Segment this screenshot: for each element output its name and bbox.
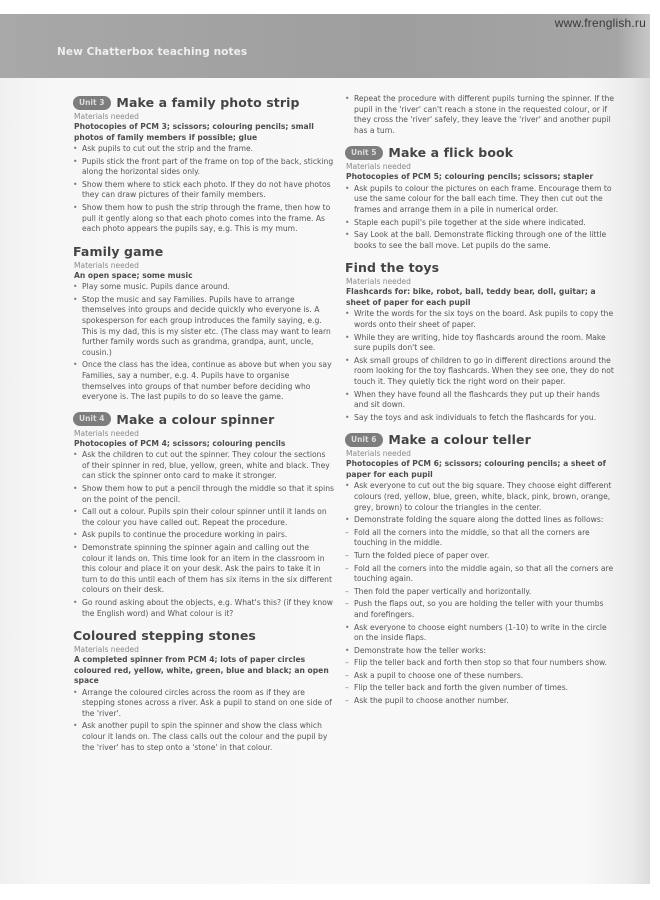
sub-step-item [345, 564, 615, 585]
item-text: Staple each pupil's pile together at the side where indicated. [354, 217, 586, 227]
section-title: Make a family photo strip [116, 95, 300, 110]
unit-badge: Unit 6 [345, 433, 383, 447]
bullet-icon: • [73, 484, 78, 494]
section-title: Make a colour teller [388, 432, 531, 448]
materials-list: Photocopies of PCM 5; colouring pencils; scissors; stapler [346, 172, 594, 182]
bullet-item [345, 515, 615, 526]
materials-list: An open space; some music [74, 270, 193, 280]
watermark: www.frenglish.ru [554, 16, 646, 30]
materials-list: A completed spinner from PCM 4; lots of paper circles coloured red, yellow, white, green, blue and black; an open space [74, 655, 329, 686]
item-text: Show them how to push the strip through the frame, then how to pull it gently along so that each photo comes into the frame. As each photo appears the pupils say, e.g. This is my mum. [82, 202, 331, 234]
section-coloured-stepping-stones [73, 628, 335, 753]
bullet-icon: • [73, 721, 78, 731]
bullet-item [345, 184, 615, 216]
bullet-item [73, 282, 335, 293]
bullet-icon: • [345, 412, 350, 422]
item-text: Flip the teller back and forth then stop so that four numbers show. [354, 658, 607, 668]
materials-label: Materials needed [74, 112, 139, 121]
item-text: Flip the teller back and forth the given number of times. [354, 683, 569, 693]
dash-icon: – [345, 527, 349, 537]
item-text: Demonstrate how the teller works: [354, 645, 487, 655]
section-title: Coloured stepping stones [73, 628, 256, 644]
section-title: Find the toys [345, 260, 440, 276]
bullet-item [73, 507, 335, 528]
section-heading [345, 260, 615, 275]
bullet-item [345, 390, 615, 411]
bullet-icon: • [345, 230, 350, 240]
bullet-item [345, 623, 615, 644]
materials-list: Photocopies of PCM 6; scissors; colouring pencils; a sheet of paper for each pupil [346, 459, 606, 479]
item-text: Demonstrate folding the square along the dotted lines as follows: [354, 515, 604, 525]
materials-label: Materials needed [346, 277, 411, 287]
bullet-icon: • [73, 450, 78, 460]
dash-icon: – [345, 599, 349, 609]
item-text: Ask pupils to cut out the strip and the frame. [82, 144, 254, 153]
item-text: Ask small groups of children to go in different directions around the room looking for the toy flashcards. When they see one, they do not touch it. They quietly tick the right word on their paper. [354, 355, 614, 386]
dash-icon: – [345, 563, 349, 573]
instruction-list [345, 94, 615, 136]
section-heading [73, 244, 335, 259]
section-continued [345, 94, 615, 136]
bullet-icon: • [345, 645, 350, 655]
instruction-list [345, 309, 615, 423]
item-text: Ask a pupil to choose one of these numbers. [354, 670, 524, 680]
item-text: Write the words for the six toys on the board. Ask pupils to copy the words onto their sheet of paper. [354, 309, 614, 330]
item-text: Arrange the coloured circles across the room as if they are stepping stones across a river. Ask a pupil to stand on one side of the 'river'. [82, 687, 332, 718]
item-text: Show them how to put a pencil through the middle so that it spins on the point of the pencil. [82, 484, 334, 504]
item-text: Play some music. Pupils dance around. [82, 282, 230, 292]
bullet-icon: • [345, 217, 350, 227]
bullet-item [73, 295, 335, 359]
bullet-icon: • [73, 202, 78, 212]
unit-badge: Unit 5 [345, 146, 383, 160]
dash-icon: – [345, 696, 349, 706]
bullet-item [73, 721, 335, 753]
bullet-item [345, 481, 615, 513]
bullet-icon: • [73, 179, 78, 189]
item-text: Go round asking about the objects, e.g. What's this? (if they know the English word) and What colour is it? [82, 598, 333, 618]
bullet-icon: • [345, 355, 350, 365]
item-text: Pupils stick the front part of the frame on top of the back, sticking along the horizontal sides only. [82, 156, 334, 177]
bullet-icon: • [73, 687, 78, 697]
bullet-icon: • [345, 309, 350, 319]
bullet-icon: • [345, 622, 350, 632]
instruction-list [345, 184, 615, 252]
section-heading [345, 145, 615, 160]
instruction-list [345, 481, 615, 706]
item-text: Turn the folded piece of paper over. [354, 550, 490, 560]
bullet-item [345, 333, 615, 354]
section-title: Family game [73, 243, 164, 259]
sub-step-item [345, 683, 615, 694]
bullet-icon: • [345, 94, 350, 103]
item-text: Repeat the procedure with different pupils turning the spinner. If the pupil in the 'river' can't reach a stone in the requested colour, or if they cross the 'river' safely, they leave the 'river' and another pupil has a turn. [354, 94, 615, 135]
materials-label: Materials needed [346, 449, 411, 459]
page-header-title: New Chatterbox teaching notes [57, 46, 248, 58]
item-text: When they have found all the flashcards they put up their hands and sit down. [354, 389, 600, 410]
item-text: Ask pupils to colour the pictures on each frame. Encourage them to use the same colour for the ball each time. They then cut out the frames and arrange them in a pile in numerical order. [354, 183, 612, 215]
section-find-the-toys [345, 260, 615, 423]
bullet-item [73, 360, 335, 402]
dash-icon: – [345, 550, 349, 560]
section-heading [73, 95, 335, 110]
bullet-icon: • [73, 144, 78, 153]
item-text: Once the class has the idea, continue as above but when you say Families, say a number, e.g. 4. Pupils have to organise themselves into groups of that number before deciding who everyone is. The last pupils to do so leave the game. [82, 360, 332, 402]
materials-list: Flashcards for: bike, robot, ball, teddy bear, doll, guitar; a sheet of paper for each pupil [346, 287, 596, 307]
section-heading [73, 412, 335, 427]
bullet-item [345, 356, 615, 388]
bullet-icon: • [73, 282, 78, 292]
bullet-item [345, 646, 615, 657]
bullet-item [345, 309, 615, 330]
unit-badge: Unit 3 [73, 96, 111, 110]
bullet-item [73, 180, 335, 201]
bullet-item [345, 94, 615, 136]
bullet-icon: • [345, 481, 350, 491]
bullet-icon: • [345, 332, 350, 342]
instruction-list [73, 282, 335, 403]
dash-icon: – [345, 658, 349, 668]
bullet-icon: • [73, 360, 78, 370]
bullet-item [73, 598, 335, 619]
item-text: Ask the children to cut out the spinner. They colour the sections of their spinner in red, blue, yellow, green, white and black. They can stick the spinner onto card to make it stronger. [82, 450, 330, 481]
item-text: Ask everyone to choose eight numbers (1-10) to write in the circle on the inside flaps. [354, 622, 607, 643]
sub-step-item [345, 551, 615, 562]
sub-step-item [345, 658, 615, 669]
sub-step-item [345, 528, 615, 549]
item-text: Show them where to stick each photo. If they do not have photos they can draw pictures of their family members. [82, 179, 331, 200]
unit-badge: Unit 4 [73, 412, 111, 426]
left-column [73, 95, 335, 762]
item-text: Fold all the corners into the middle, so that all the corners are touching in the middle. [354, 527, 590, 548]
bullet-item [345, 413, 615, 424]
bullet-item [73, 450, 335, 482]
item-text: Say the toys and ask individuals to fetch the flashcards for you. [354, 412, 597, 422]
materials-label: Materials needed [74, 260, 139, 270]
section-make-a-flick-book [345, 145, 615, 251]
bullet-item [73, 144, 335, 155]
item-text: Call out a colour. Pupils spin their colour spinner until it lands on the colour you have called out. Repeat the procedure. [82, 507, 327, 527]
section-family-game [73, 244, 335, 403]
section-heading [73, 628, 335, 643]
section-title: Make a colour spinner [116, 411, 275, 427]
section-make-a-colour-teller [345, 432, 615, 706]
item-text: While they are writing, hide toy flashcards around the room. Make sure pupils don't see. [354, 332, 606, 353]
section-make-a-colour-spinner [73, 412, 335, 619]
bullet-item [73, 484, 335, 505]
bullet-icon: • [345, 183, 350, 193]
materials-list: Photocopies of PCM 4; scissors; colouring pencils [74, 438, 286, 448]
sub-step-item [345, 696, 615, 707]
item-text: Stop the music and say Families. Pupils have to arrange themselves into groups and decide quickly who everyone is. A spokesperson for each group introduces the family saying, e.g. This is my dad, this is my sister etc. (The class may want to learn further family words such as grandma, grandpa, aunt, uncle, cousin.) [82, 294, 331, 357]
sub-step-item [345, 671, 615, 682]
instruction-list [73, 688, 335, 754]
bullet-item [73, 157, 335, 178]
bullet-icon: • [345, 389, 350, 399]
bullet-icon: • [73, 530, 78, 540]
bullet-icon: • [73, 598, 78, 607]
sub-step-item [345, 599, 615, 620]
bullet-item [73, 203, 335, 235]
item-text: Push the flaps out, so you are holding the teller with your thumbs and forefingers. [354, 599, 604, 619]
section-title: Make a flick book [388, 145, 514, 161]
bullet-icon: • [73, 507, 78, 517]
bullet-item [345, 230, 615, 251]
section-heading [345, 432, 615, 447]
item-text: Ask the pupil to choose another number. [354, 696, 509, 706]
item-text: Ask everyone to cut out the big square. They choose eight different colours (red, yellow, blue, green, white, black, pink, brown, orange, grey, brown) to colour the triangles in the center. [354, 481, 612, 512]
item-text: Ask pupils to continue the procedure working in pairs. [82, 530, 288, 540]
bullet-icon: • [73, 156, 78, 166]
bullet-item [73, 688, 335, 720]
instruction-list [73, 144, 335, 235]
item-text: Fold all the corners into the middle again, so that all the corners are touching again. [354, 563, 614, 584]
item-text: Demonstrate spinning the spinner again and calling out the colour it lands on. This time look for an item in the classroom in this colour and place it on your desk. Ask the pairs to take it in turn to do this until each of them has six items in the six different colours on their desk. [82, 543, 332, 595]
right-column [345, 94, 615, 716]
item-text: Then fold the paper vertically and horizontally. [354, 586, 532, 596]
dash-icon: – [345, 586, 349, 596]
materials-list: Photocopies of PCM 3; scissors; colouring pencils; small photos of family members if possible; glue [74, 122, 314, 142]
item-text: Say Look at the ball. Demonstrate flicking through one of the little books to see the ball move. Let pupils do the same. [354, 230, 607, 250]
bullet-icon: • [73, 294, 78, 304]
materials-label: Materials needed [74, 645, 139, 655]
section-make-a-family-photo-strip [73, 95, 335, 235]
bullet-icon: • [345, 515, 350, 525]
bullet-item [73, 530, 335, 541]
dash-icon: – [345, 683, 349, 693]
item-text: Ask another pupil to spin the spinner and show the class which colour it lands on. The class calls out the colour and the pupil by the 'river' has to step onto a 'stone' in that colour. [82, 721, 328, 752]
bullet-item [73, 543, 335, 596]
dash-icon: – [345, 670, 349, 680]
instruction-list [73, 450, 335, 619]
materials-label: Materials needed [74, 428, 139, 438]
bullet-icon: • [73, 543, 78, 553]
sub-step-item [345, 587, 615, 598]
materials-label: Materials needed [346, 162, 411, 172]
bullet-item [345, 218, 615, 229]
